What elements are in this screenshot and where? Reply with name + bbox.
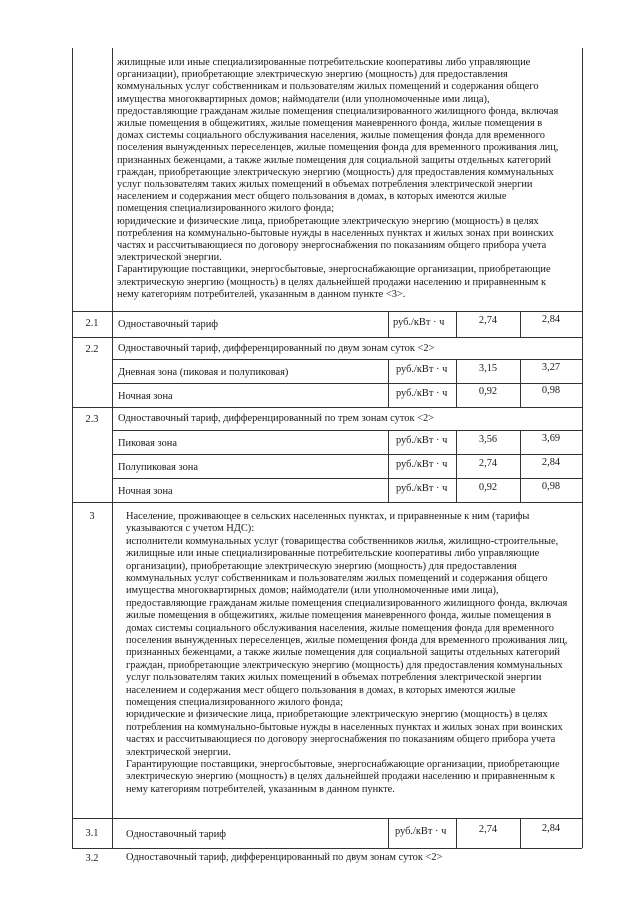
text-line: Население, проживающее в сельских населенных пунктах, и приравненные к ним (тарифы <box>126 511 530 522</box>
unit-cell: руб./кВт · ч <box>396 435 448 446</box>
text-line: имущества многоквартирных домов; наймодатели (или уполномоченные ими лица), <box>117 93 490 105</box>
unit-cell: руб./кВт · ч <box>396 459 448 470</box>
value-cell: 3,69 <box>541 433 561 444</box>
text-line: жилищные или иные специализированные потребительские кооперативы либо управляющие <box>126 548 540 560</box>
text-line: граждан, приобретающие электрическую энергию (мощность) для предоставления коммунальных <box>126 659 563 671</box>
table-border-left <box>72 48 73 848</box>
text-line: Гарантирующие поставщики, энергосбытовые, энергоснабжающие организации, приобретающие <box>126 759 560 770</box>
row-divider <box>72 337 582 338</box>
unit-column-divider <box>388 430 389 502</box>
unit-cell: руб./кВт · ч <box>396 388 448 399</box>
zone-label: Дневная зона (пиковая и полупиковая) <box>118 367 289 378</box>
unit-column-divider <box>388 818 389 848</box>
text-line: граждан, приобретающие электрическую энергию (мощность) для предоставления коммунальных <box>117 166 554 178</box>
unit-column-divider <box>388 311 389 337</box>
text-line: электрической энергии. <box>126 746 231 758</box>
text-line: Гарантирующие поставщики, энергосбытовые, энергоснабжающие организации, приобретающие <box>117 264 551 276</box>
row-number: 2.2 <box>85 344 99 355</box>
subrow-divider <box>112 383 582 384</box>
text-line: коммунальных услуг собственникам и пользователям жилых помещений и содержания общего <box>126 573 548 584</box>
tariff-label: Одноставочный тариф, дифференцированный по двум зонам суток <2> <box>126 852 443 863</box>
text-line: потребления на коммунально-бытовые нужды в населенных пунктах и жилых зонах при воинских <box>126 721 563 733</box>
subrow-divider <box>112 454 582 455</box>
text-line: поселения вынужденных переселенцев, жилые помещения фонда для временного проживания лиц, <box>117 142 559 154</box>
tariff-label: Одноставочный тариф <box>126 829 227 840</box>
text-line: жилые помещения в общежитиях, жилые помещения маневренного фонда, жилые помещения в <box>117 118 543 129</box>
zone-label: Ночная зона <box>118 391 173 402</box>
tariff-label: Одноставочный тариф <box>118 319 219 330</box>
value-cell: 2,84 <box>541 314 561 325</box>
text-line: коммунальных услуг собственникам и пользователям жилых помещений и содержания общего <box>117 81 539 93</box>
unit-cell: руб./кВт · ч <box>396 483 448 494</box>
text-line: потребления на коммунально-бытовые нужды в населенных пунктах и жилых зонах при воинских <box>117 227 554 239</box>
unit-column-divider <box>388 359 389 407</box>
text-line: частях и рассчитывающиеся по договору энергоснабжения по показаниям общего прибора учета <box>126 734 556 746</box>
text-line: имущества многоквартирных домов; наймодатели (или уполномоченные ими лица), <box>126 585 499 597</box>
row-number: 3.1 <box>85 828 99 839</box>
value-cell: 3,15 <box>478 363 498 374</box>
num-column-divider <box>112 48 113 848</box>
row-divider <box>72 502 582 503</box>
text-line: организации), приобретающие электрическую энергию (мощность) для предоставления <box>117 69 508 81</box>
text-line: домах системы социального обслуживания населения, жилые помещения фонда для временного <box>126 622 554 634</box>
table-border-right <box>582 48 583 848</box>
zone-label: Пиковая зона <box>118 438 177 449</box>
text-line: населением и содержания мест общего пользования в домах, в которых имеются жилые <box>126 684 516 696</box>
text-line: нему категориям потребителей, указанным в данном пункте <3>. <box>117 288 406 300</box>
row-number: 2.1 <box>85 318 99 329</box>
text-line: помещения специализированного жилого фонда; <box>126 697 343 708</box>
text-line: электрической энергии. <box>117 252 222 264</box>
subrow-divider <box>112 478 582 479</box>
text-line: населением и содержания мест общего пользования в домах, в которых имеются жилые <box>117 191 507 203</box>
row-number: 2.3 <box>85 414 99 425</box>
text-line: электрическую энергию (мощность) в целях дальнейшей продажи населению и приравненным к <box>126 771 555 783</box>
zone-label: Ночная зона <box>118 486 173 497</box>
unit-cell: руб./кВт · ч <box>396 364 448 375</box>
text-line: признанных беженцами, а также жилые помещения для социальной защиты отдельных категорий <box>117 154 551 166</box>
text-line: признанных беженцами, а также жилые помещения для социальной защиты отдельных категорий <box>126 647 560 659</box>
text-line: жилищные или иные специализированные потребительские кооперативы либо управляющие <box>117 57 531 68</box>
value-cell: 2,84 <box>541 457 561 468</box>
value-cell: 2,74 <box>478 824 498 835</box>
value-cell: 0,92 <box>478 482 498 493</box>
text-line: указываются с учетом НДС): <box>126 523 255 535</box>
value-cell: 3,27 <box>541 362 561 373</box>
text-line: юридические и физические лица, приобретающие электрическую энергию (мощность) в целях <box>117 215 539 227</box>
row-divider <box>72 818 582 819</box>
value-cell: 2,84 <box>541 823 561 834</box>
text-line: поселения вынужденных переселенцев, жилые помещения фонда для временного проживания лиц, <box>126 635 568 646</box>
value-cell: 2,74 <box>478 458 498 469</box>
text-line: услуг пользователям таких жилых помещений в объемах потребления электрической энергии <box>126 672 542 684</box>
text-line: предоставляющие гражданам жилые помещения специализированного жилищного фонда, включая <box>117 105 559 117</box>
row-number: 3.2 <box>85 853 99 864</box>
text-line: домах системы социального обслуживания населения, жилые помещения фонда для временного <box>117 130 545 142</box>
text-line: жилые помещения в общежитиях, жилые помещения маневренного фонда, жилые помещения в <box>126 610 552 622</box>
row-number: 3 <box>89 511 95 522</box>
text-line: юридические и физические лица, приобретающие электрическую энергию (мощность) в целях <box>126 709 548 721</box>
text-line: организации), приобретающие электрическую энергию (мощность) для предоставления <box>126 560 517 572</box>
value-cell: 2,74 <box>478 315 498 326</box>
subrow-divider <box>112 359 582 360</box>
text-line: помещения специализированного жилого фонда; <box>117 203 334 215</box>
text-line: услуг пользователям таких жилых помещений в объемах потребления электрической энергии <box>117 179 533 190</box>
zone-label: Полупиковая зона <box>118 462 198 473</box>
text-line: нему категориям потребителей, указанным в данном пункте. <box>126 783 395 795</box>
value-cell: 0,92 <box>478 386 498 397</box>
value-cell: 0,98 <box>541 481 561 492</box>
value-cell: 3,56 <box>478 434 498 445</box>
row-divider <box>72 848 582 849</box>
tariff-label: Одноставочный тариф, дифференцированный по трем зонам суток <2> <box>118 413 435 424</box>
value-cell: 0,98 <box>541 385 561 396</box>
text-line: частях и рассчитывающиеся по договору энергоснабжения по показаниям общего прибора учета <box>117 240 547 251</box>
unit-cell: руб./кВт · ч <box>393 317 445 328</box>
text-line: электрическую энергию (мощность) в целях дальнейшей продажи населению и приравненным к <box>117 276 546 288</box>
subrow-divider <box>112 430 582 431</box>
tariff-label: Одноставочный тариф, дифференцированный по двум зонам суток <2> <box>118 343 435 354</box>
row-divider <box>72 311 582 312</box>
unit-cell: руб./кВт · ч <box>395 826 447 837</box>
text-line: предоставляющие гражданам жилые помещения специализированного жилищного фонда, включая <box>126 597 568 609</box>
text-line: исполнители коммунальных услуг (товарищества собственников жилья, жилищно-строительные, <box>126 535 559 547</box>
row-divider <box>72 407 582 408</box>
